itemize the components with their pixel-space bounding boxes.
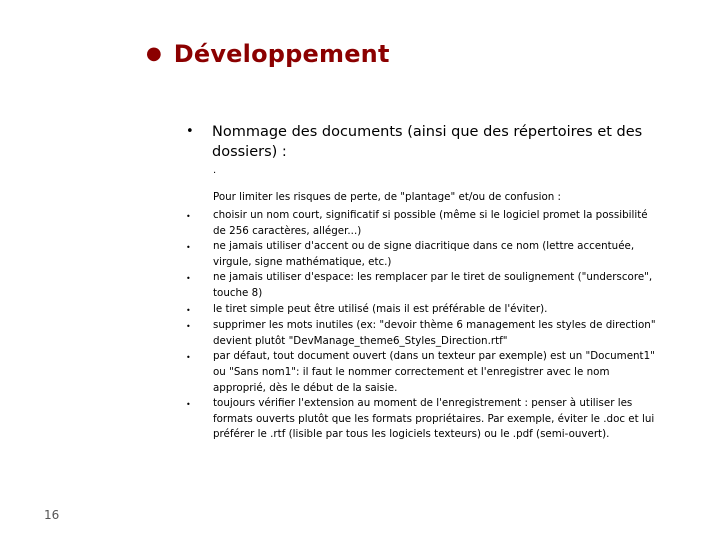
list-item-text: ne jamais utiliser d'accent ou de signe diacritique dans ce nom (lettre accentuée, virgule, signe mathématique, etc.) [213,240,635,268]
bullet-icon: • [186,305,191,315]
bullet-icon: • [186,124,194,139]
list-item-text: toujours vérifier l'extension au moment de l'enregistrement : penser à utiliser les formats ouverts plutôt que les formats propriétaires. Par exemple, éviter le .doc et lui préférer le .rtf (lisible par tous les logiciels texteurs) ou le .pdf (semi-ouvert). [213,397,655,441]
list-item [186,270,666,301]
bullet-icon: • [186,400,191,410]
title-row [146,40,390,68]
bullet-icon: • [186,243,191,253]
dot-icon: . [213,165,217,176]
title-bullet-icon: ● [146,43,162,64]
bullet-icon: • [186,212,191,221]
bullet-icon: • [186,322,191,332]
page-number: 16 [44,508,60,522]
subtitle-row [186,122,666,162]
list-item-text: par défaut, tout document ouvert (dans un texteur par exemple) est un "Document1" ou "Sans nom1": il faut le nommer correctement et l'enregistrer avec le nom approprié, dès le début de la saisie. [213,350,655,394]
list-item [186,208,666,239]
list-item-text: le tiret simple peut être utilisé (mais il est préférable de l'éviter). [213,302,548,315]
list-item [186,239,666,270]
bullet-icon: • [186,274,191,284]
rules-list [186,208,666,443]
page-title: Développement [173,40,390,68]
list-item [186,318,666,349]
list-item [186,396,666,443]
list-item-text: choisir un nom court, significatif si possible (même si le logiciel promet la possibilité de 256 caractères, alléger...) [213,209,648,237]
list-item [186,349,666,396]
list-item [186,302,666,319]
intro-text: Pour limiter les risques de perte, de "plantage" et/ou de confusion : [213,191,562,203]
list-item-text: supprimer les mots inutiles (ex: "devoir thème 6 management les styles de direction" devient plutôt "DevManage_theme6_Styles_Direction.rtf" [213,319,656,347]
subtitle: Nommage des documents (ainsi que des répertoires et des dossiers) : [212,124,643,160]
list-item-text: ne jamais utiliser d'espace: les remplacer par le tiret de soulignement ("underscore", touche 8) [213,271,653,299]
bullet-icon: • [186,353,191,363]
